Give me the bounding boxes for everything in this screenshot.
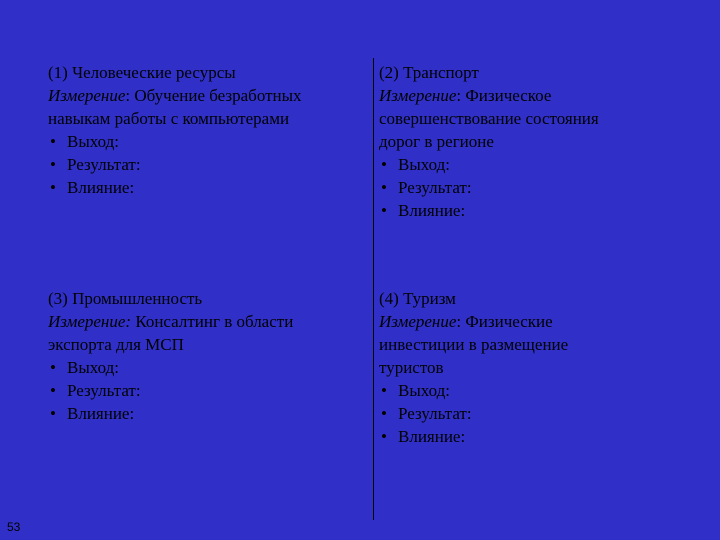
list-item bbox=[379, 153, 599, 176]
bullet-text: Результат: bbox=[398, 178, 472, 197]
list-item bbox=[48, 130, 302, 153]
measure-line bbox=[379, 310, 568, 333]
quadrant-title: (4) Туризм bbox=[379, 289, 456, 308]
bullet-text: Влияние: bbox=[67, 404, 135, 423]
quadrant-tourism bbox=[379, 287, 568, 448]
indicator-list bbox=[379, 379, 568, 448]
measure-line bbox=[48, 84, 302, 107]
indicator-list bbox=[379, 153, 599, 222]
bullet-icon: • bbox=[50, 381, 56, 400]
bullet-icon: • bbox=[381, 404, 387, 423]
bullet-icon: • bbox=[381, 201, 387, 220]
measure-label: Измерение bbox=[48, 86, 126, 105]
measure-label: Измерение bbox=[379, 86, 457, 105]
measure-text: навыкам работы с компьютерами bbox=[48, 109, 290, 128]
list-item bbox=[379, 402, 568, 425]
bullet-icon: • bbox=[381, 155, 387, 174]
list-item bbox=[379, 176, 599, 199]
measure-label: Измерение: bbox=[48, 312, 132, 331]
indicator-list bbox=[48, 356, 293, 425]
bullet-icon: • bbox=[50, 358, 56, 377]
list-item bbox=[379, 199, 599, 222]
bullet-text: Выход: bbox=[67, 132, 119, 151]
bullet-text: Влияние: bbox=[398, 201, 466, 220]
quadrant-title: (1) Человеческие ресурсы bbox=[48, 63, 236, 82]
list-item bbox=[48, 176, 302, 199]
list-item bbox=[48, 379, 293, 402]
measure-text: дорог в регионе bbox=[379, 132, 494, 151]
bullet-text: Влияние: bbox=[67, 178, 135, 197]
bullet-text: Влияние: bbox=[398, 427, 466, 446]
list-item bbox=[379, 379, 568, 402]
list-item bbox=[379, 425, 568, 448]
bullet-text: Результат: bbox=[398, 404, 472, 423]
quadrant-industry bbox=[48, 287, 293, 425]
quadrant-transport bbox=[379, 61, 599, 222]
measure-line bbox=[379, 84, 599, 107]
bullet-icon: • bbox=[50, 132, 56, 151]
measure-text: Консалтинг в области bbox=[131, 312, 294, 331]
bullet-text: Результат: bbox=[67, 155, 141, 174]
bullet-text: Результат: bbox=[67, 381, 141, 400]
page-number: 53 bbox=[7, 520, 21, 534]
bullet-icon: • bbox=[381, 427, 387, 446]
bullet-icon: • bbox=[50, 178, 56, 197]
measure-text: туристов bbox=[379, 358, 444, 377]
list-item bbox=[48, 356, 293, 379]
measure-text: совершенствование состояния bbox=[379, 109, 599, 128]
vertical-divider bbox=[373, 58, 374, 520]
bullet-text: Выход: bbox=[67, 358, 119, 377]
measure-text: экспорта для МСП bbox=[48, 335, 184, 354]
measure-text: : Физическое bbox=[456, 86, 552, 105]
bullet-icon: • bbox=[381, 178, 387, 197]
bullet-text: Выход: bbox=[398, 381, 450, 400]
list-item bbox=[48, 402, 293, 425]
bullet-icon: • bbox=[50, 404, 56, 423]
bullet-text: Выход: bbox=[398, 155, 450, 174]
bullet-icon: • bbox=[381, 381, 387, 400]
list-item bbox=[48, 153, 302, 176]
indicator-list bbox=[48, 130, 302, 199]
measure-line bbox=[48, 310, 293, 333]
measure-text: : Обучение безработных bbox=[125, 86, 302, 105]
bullet-icon: • bbox=[50, 155, 56, 174]
quadrant-human-resources bbox=[48, 61, 302, 199]
measure-label: Измерение bbox=[379, 312, 457, 331]
measure-text: : Физические bbox=[456, 312, 553, 331]
measure-text: инвестиции в размещение bbox=[379, 335, 569, 354]
quadrant-title: (3) Промышленность bbox=[48, 289, 203, 308]
quadrant-title: (2) Транспорт bbox=[379, 63, 479, 82]
